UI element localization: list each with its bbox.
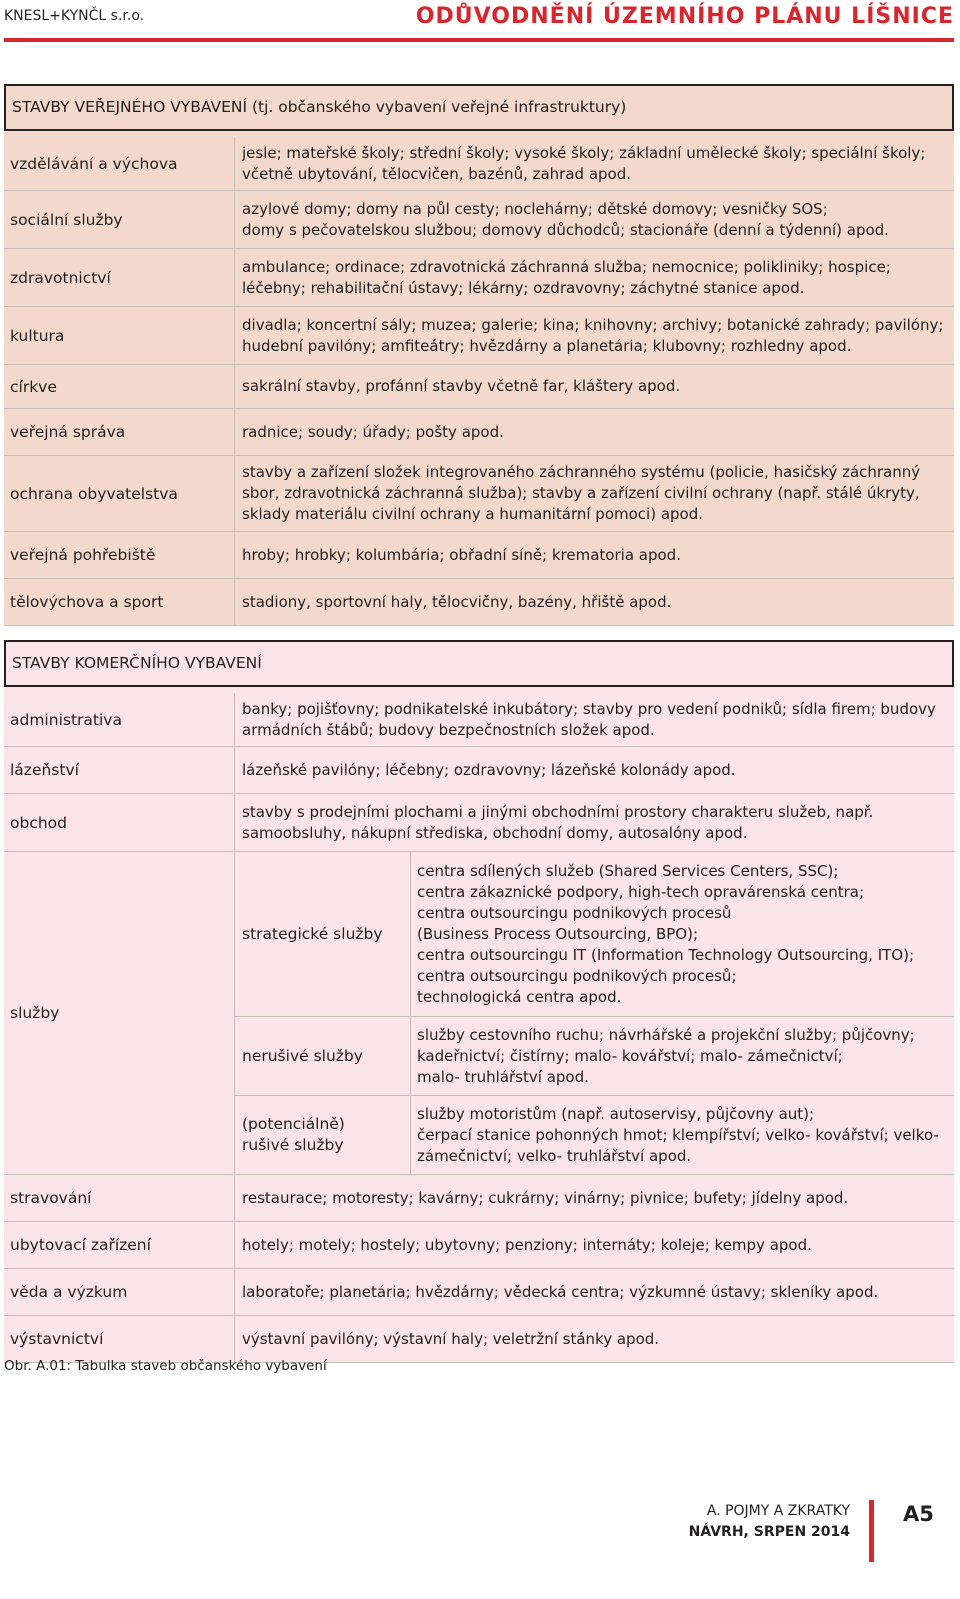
public-rows xyxy=(4,137,954,626)
description-line: armádních štábů; budovy bezpečnostních složek apod. xyxy=(242,720,655,739)
category-description xyxy=(235,693,954,746)
description-line: stavby s prodejními plochami a jinými obchodními prostory charakteru služeb, např. xyxy=(242,802,874,821)
category-description xyxy=(235,579,954,625)
description-line: stavby a zařízení složek integrovaného záchranného systému (policie, hasičský záchranný xyxy=(242,463,921,481)
category-label: ochrana obyvatelstva xyxy=(4,456,235,531)
category-label: stravování xyxy=(4,1175,235,1221)
category-description xyxy=(235,365,954,408)
document-title: ODŮVODNĚNÍ ÚZEMNÍHO PLÁNU LÍŠNICE xyxy=(415,4,954,29)
description-line: lázeňské pavilóny; léčebny; ozdravovny; lázeňské kolonády apod. xyxy=(242,760,736,779)
description-line: stadiony, sportovní haly, tělocvičny, bazény, hřiště apod. xyxy=(242,592,672,611)
table-row xyxy=(4,307,954,365)
description-line: výstavní pavilóny; výstavní haly; veletržní stánky apod. xyxy=(242,1329,660,1348)
table-row xyxy=(4,693,954,747)
category-label: vzdělávání a výchova xyxy=(4,137,235,190)
category-description xyxy=(235,532,954,578)
table-row xyxy=(4,137,954,191)
table-row xyxy=(4,1269,954,1316)
footer-version: NÁVRH, SRPEN 2014 xyxy=(688,1524,850,1540)
table-row xyxy=(4,456,954,532)
subtable-row xyxy=(235,852,954,1017)
public-facilities-table xyxy=(4,84,954,626)
category-description xyxy=(235,456,954,531)
description-line: laboratoře; planetária; hvězdárny; vědecká centra; výzkumné ústavy; skleníky apod. xyxy=(242,1282,879,1301)
company-name: KNESL+KYNČL s.r.o. xyxy=(4,8,145,24)
subcategory-label xyxy=(235,1096,411,1174)
description-line: hudební pavilóny; amfiteátry; hvězdárny a planetária; klubovny; rozhledny apod. xyxy=(242,336,852,355)
subcategory-label-text: strategické služby xyxy=(242,924,383,943)
description-line: centra zákaznické podpory, high-tech opravárenská centra; xyxy=(417,882,865,901)
description-line: centra outsourcingu podnikových procesů; xyxy=(417,966,737,985)
category-label: církve xyxy=(4,365,235,408)
category-description xyxy=(235,191,954,248)
header-rule xyxy=(4,38,954,42)
category-label: tělovýchova a sport xyxy=(4,579,235,625)
figure-caption: Obr. A.01: Tabulka staveb občanského vybavení xyxy=(4,1358,327,1374)
table-row xyxy=(4,747,954,794)
table-row xyxy=(4,1175,954,1222)
description-line: hroby; hrobky; kolumbária; obřadní síně; krematoria apod. xyxy=(242,545,681,564)
services-subtable xyxy=(235,852,954,1174)
subcategory-label xyxy=(235,1017,411,1095)
description-line: centra sdílených služeb (Shared Services Centers, SSC); xyxy=(417,861,839,880)
subcategory-label-line: rušivé služby xyxy=(242,1136,344,1154)
table-row xyxy=(4,1222,954,1269)
description-line: sklady materiálu civilní ochrany a humanitární pomoci) apod. xyxy=(242,505,703,523)
footer-section: A. POJMY A ZKRATKY xyxy=(706,1503,850,1519)
category-label: výstavnictví xyxy=(4,1316,235,1362)
table-row xyxy=(4,191,954,249)
category-description xyxy=(235,747,954,793)
description-line: radnice; soudy; úřady; pošty apod. xyxy=(242,422,504,441)
description-line: centra outsourcingu IT (Information Technology Outsourcing, ITO); xyxy=(417,945,915,964)
commercial-rows-top xyxy=(4,693,954,852)
description-line: včetně ubytování, tělocvičen, bazénů, zahrad apod. xyxy=(242,164,632,183)
category-label: kultura xyxy=(4,307,235,364)
table-row xyxy=(4,579,954,626)
subtable-row xyxy=(235,1096,954,1174)
description-line: léčebny; rehabilitační ústavy; lékárny; ozdravovny; záchytné stanice apod. xyxy=(242,278,805,297)
subcategory-label xyxy=(235,852,411,1016)
table-row xyxy=(4,409,954,456)
category-label: věda a výzkum xyxy=(4,1269,235,1315)
description-line: sakrální stavby, profánní stavby včetně far, kláštery apod. xyxy=(242,377,681,395)
commercial-facilities-title: STAVBY KOMERČNÍHO VYBAVENÍ xyxy=(4,640,954,687)
subcategory-description xyxy=(411,1017,954,1095)
category-label: služby xyxy=(4,852,235,1174)
category-label: lázeňství xyxy=(4,747,235,793)
description-line: banky; pojišťovny; podnikatelské inkubátory; stavby pro vedení podniků; sídla firem; budovy xyxy=(242,699,936,718)
footer-accent-bar xyxy=(869,1500,874,1562)
commercial-rows-bottom xyxy=(4,1175,954,1363)
description-line: centra outsourcingu podnikových procesů xyxy=(417,903,732,922)
description-line: hotely; motely; hostely; ubytovny; penziony; internáty; koleje; kempy apod. xyxy=(242,1235,812,1254)
category-description xyxy=(235,307,954,364)
category-description xyxy=(235,409,954,455)
description-line: technologická centra apod. xyxy=(417,987,622,1006)
description-line: služby cestovního ruchu; návrhářské a projekční služby; půjčovny; xyxy=(417,1025,915,1044)
category-description xyxy=(235,137,954,190)
category-description xyxy=(235,1316,954,1362)
description-line: divadla; koncertní sály; muzea; galerie; kina; knihovny; archivy; botanické zahrady; pavilóny; xyxy=(242,315,944,334)
category-label: veřejná pohřebiště xyxy=(4,532,235,578)
table-row xyxy=(4,794,954,852)
description-line: domy s pečovatelskou službou; domovy důchodců; stacionáře (denní a týdenní) apod. xyxy=(242,220,889,239)
description-line: služby motoristům (např. autoservisy, půjčovny aut); xyxy=(417,1104,815,1123)
description-line: azylové domy; domy na půl cesty; noclehárny; dětské domovy; vesničky SOS; xyxy=(242,199,828,218)
description-line: čerpací stanice pohonných hmot; klempířství; velko- kovářství; velko- xyxy=(417,1125,939,1144)
description-line: restaurace; motoresty; kavárny; cukrárny; vinárny; pivnice; bufety; jídelny apod. xyxy=(242,1188,849,1207)
description-line: malo- truhlářství apod. xyxy=(417,1067,589,1086)
description-line: samoobsluhy, nákupní střediska, obchodní domy, autosalóny apod. xyxy=(242,823,748,842)
category-label: veřejná správa xyxy=(4,409,235,455)
subcategory-description xyxy=(411,852,954,1016)
description-line: kadeřnictví; čistírny; malo- kovářství; malo- zámečnictví; xyxy=(417,1046,843,1065)
subtable-row xyxy=(235,1017,954,1096)
category-description xyxy=(235,1269,954,1315)
category-label: sociální služby xyxy=(4,191,235,248)
table-row xyxy=(4,532,954,579)
category-label: zdravotnictví xyxy=(4,249,235,306)
category-description xyxy=(235,794,954,851)
subcategory-label-line: (potenciálně) xyxy=(242,1115,345,1133)
description-line: sbor, zdravotnická záchranná služba); stavby a zařízení civilní ochrany (např. stálé úkryty, xyxy=(242,484,920,502)
category-label: ubytovací zařízení xyxy=(4,1222,235,1268)
table-row xyxy=(4,1316,954,1363)
public-facilities-title: STAVBY VEŘEJNÉHO VYBAVENÍ (tj. občanského vybavení veřejné infrastruktury) xyxy=(4,84,954,131)
description-line: zámečnictví; velko- truhlářství apod. xyxy=(417,1146,692,1165)
category-label: administrativa xyxy=(4,693,235,746)
table-row xyxy=(4,365,954,409)
table-row xyxy=(4,249,954,307)
description-line: ambulance; ordinace; zdravotnická záchranná služba; nemocnice; polikliniky; hospice; xyxy=(242,257,891,276)
category-description xyxy=(235,1175,954,1221)
subcategory-description xyxy=(411,1096,954,1174)
description-line: (Business Process Outsourcing, BPO); xyxy=(417,924,698,943)
subcategory-label-text: nerušivé služby xyxy=(242,1046,363,1065)
page-number: A5 xyxy=(903,1502,934,1526)
description-line: jesle; mateřské školy; střední školy; vysoké školy; základní umělecké školy; speciální školy; xyxy=(242,143,926,162)
table-row xyxy=(4,852,954,1175)
category-description xyxy=(235,1222,954,1268)
category-description xyxy=(235,249,954,306)
commercial-facilities-table xyxy=(4,640,954,1363)
category-label: obchod xyxy=(4,794,235,851)
